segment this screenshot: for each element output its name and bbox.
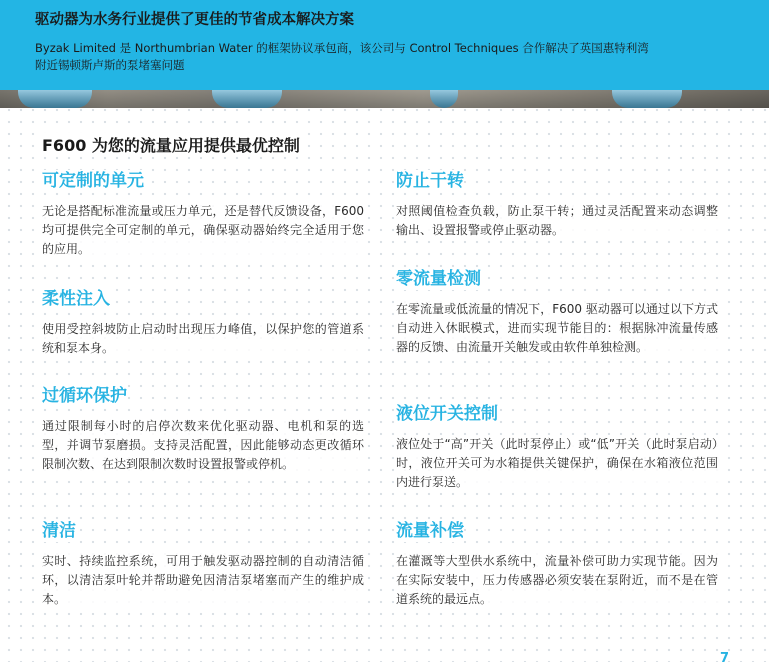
section-customizable-unit (42, 170, 364, 259)
section-cleaning (42, 520, 364, 609)
section-title: 过循环保护 (42, 386, 127, 406)
section-flow-compensation (396, 520, 718, 609)
section-title: 防止干转 (396, 171, 464, 191)
section-body: 对照阈值检查负载，防止泵干转；通过灵活配置来动态调整输出、设置报警或停止驱动器。 (396, 202, 718, 240)
section-body: 使用受控斜坡防止启动时出现压力峰值，以保护您的管道系统和泵本身。 (42, 320, 364, 358)
section-over-cycle-protection (42, 385, 364, 474)
section-body: 在灌溉等大型供水系统中，流量补偿可助力实现节能。因为在实际安装中，压力传感器必须安装在泵附近，而不是在管道系统的最远点。 (396, 552, 718, 609)
section-body: 无论是搭配标准流量或压力单元，还是替代反馈设备，F600 均可提供完全可定制的单元，确保驱动器始终完全适用于您的应用。 (42, 202, 364, 259)
section-level-switch-control (396, 403, 718, 492)
section-body: 在零流量或低流量的情况下，F600 驱动器可以通过以下方式自动进入休眠模式，进而实现节能目的：根据脉冲流量传感器的反馈、由流量开关触发或由软件单独检测。 (396, 300, 718, 357)
section-body: 通过限制每小时的启停次数来优化驱动器、电机和泵的选型，并调节泵磨损。支持灵活配置，因此能够动态更改循环限制次数、在达到限制次数时设置报警或停机。 (42, 417, 364, 474)
banner-subtitle: Byzak Limited 是 Northumbrian Water 的框架协议承包商，该公司与 Control Techniques 合作解决了英国惠特利湾附近锡顿斯卢斯的泵堵塞问题 (35, 41, 649, 72)
section-title: 流量补偿 (396, 521, 464, 541)
section-dry-run-prevention (396, 170, 718, 240)
section-title: 清洁 (42, 521, 76, 541)
main-heading: F600 为您的流量应用提供最优控制 (42, 133, 300, 156)
section-title: 零流量检测 (396, 269, 481, 289)
header-photo-shadow (0, 90, 769, 108)
section-soft-fill (42, 288, 364, 358)
header-banner (0, 0, 769, 90)
section-zero-flow-detection (396, 268, 718, 357)
page-number: 7 (719, 651, 729, 662)
section-title: 可定制的单元 (42, 171, 144, 191)
section-body: 液位处于“高”开关（此时泵停止）或“低”开关（此时泵启动）时，液位开关可为水箱提供关键保护，确保在水箱液位范围内进行泵送。 (396, 435, 718, 492)
section-body: 实时、持续监控系统，可用于触发驱动器控制的自动清洁循环，以清洁泵叶轮并帮助避免因清洁泵堵塞而产生的维护成本。 (42, 552, 364, 609)
section-title: 液位开关控制 (396, 404, 498, 424)
section-title: 柔性注入 (42, 289, 110, 309)
banner-title: 驱动器为水务行业提供了更佳的节省成本解决方案 (35, 12, 354, 28)
